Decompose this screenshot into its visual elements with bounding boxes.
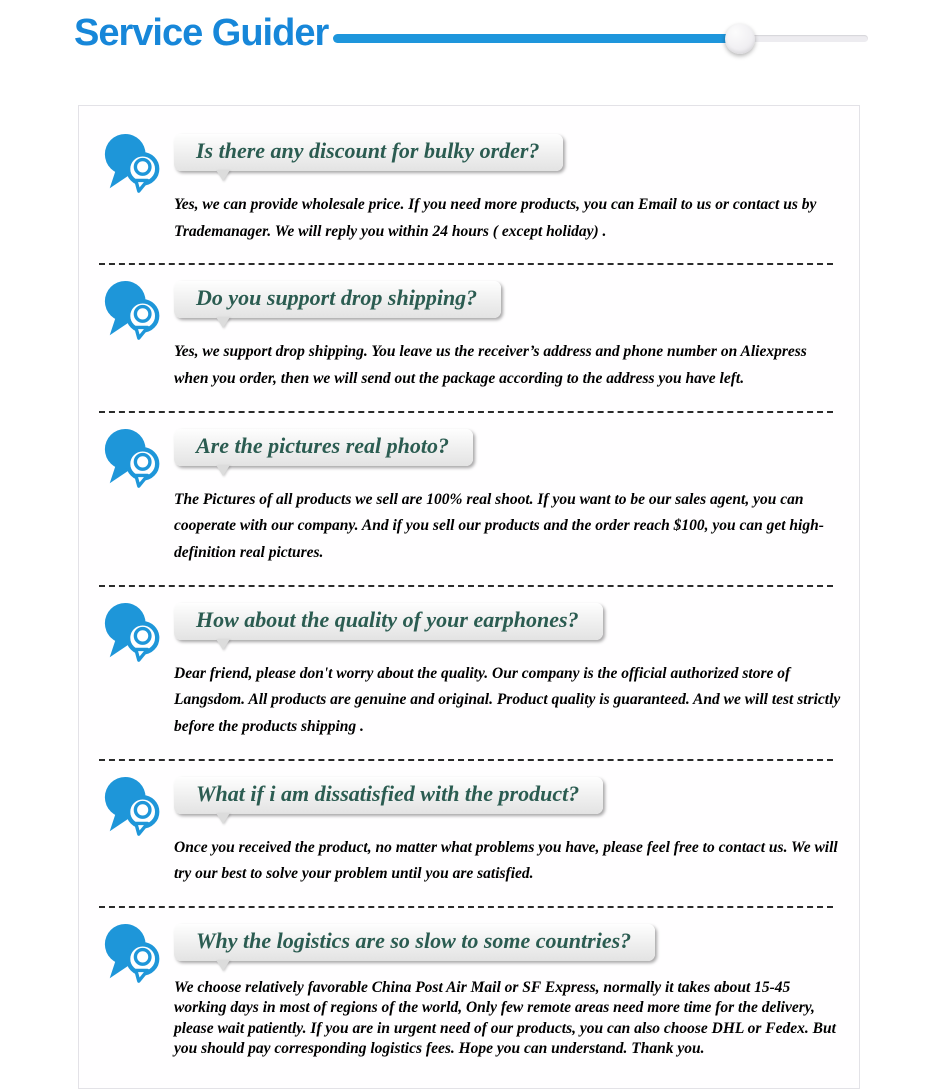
faq-answer-text: The Pictures of all products we sell are 100% real shoot. If you want to be our sales agent, you can cooperate with our company. And if you sell our products and the order reach $100, you can get high-definition real pictures. <box>174 490 824 561</box>
header-slider <box>333 24 868 54</box>
faq-answer-text: Once you received the product, no matter what problems you have, please feel free to contact us. We will try our best to solve your problem until you are satisfied. <box>174 838 838 883</box>
faq-question-bubble <box>174 429 473 466</box>
faq-question-row <box>174 429 843 473</box>
faq-answer-text: We choose relatively favorable China Post Air Mail or SF Express, normally it takes about 15-45 working days in most of regions of the world, Only few remote areas need more time for the delivery, please wait patiently. If you are in urgent need of our products, you can also choose DHL or Fedex. But you should pay corresponding logistics fees. Hope you can understand. Thank you. <box>174 978 836 1058</box>
dashed-divider <box>99 906 833 908</box>
faq-question-row <box>174 924 843 968</box>
bubble-tail-icon <box>216 170 230 181</box>
faq-question-bubble <box>174 603 603 640</box>
faq-question-text: Why the logistics are so slow to some countries? <box>196 927 632 953</box>
faq-item-dissatisfied <box>79 765 859 902</box>
bubble-tail-icon <box>216 465 230 476</box>
header <box>0 0 950 100</box>
chat-bubbles-icon <box>100 922 164 984</box>
faq-question-text: Do you support drop shipping? <box>196 285 478 311</box>
bubble-tail-icon <box>216 317 230 328</box>
bubble-tail-icon <box>216 960 230 971</box>
faq-question-text: Are the pictures real photo? <box>196 432 450 458</box>
faq-question-bubble <box>174 281 501 318</box>
faq-question-row <box>174 281 843 325</box>
chat-bubbles-icon <box>100 279 164 341</box>
faq-question-text: Is there any discount for bulky order? <box>196 138 540 163</box>
slider-track-filled[interactable] <box>333 34 740 43</box>
faq-item-quality <box>79 591 859 755</box>
faq-answer-text: Yes, we support drop shipping. You leave us the receiver’s address and phone number on Aliexpress when you order, then we will send out the package according to the address you have left. <box>174 343 807 387</box>
faq-question-bubble <box>174 134 563 171</box>
chat-bubbles-icon <box>100 427 164 489</box>
faq-item-drop-shipping <box>79 269 859 406</box>
bubble-tail-icon <box>216 639 230 650</box>
faq-question-text: What if i am dissatisfied with the product? <box>196 780 580 806</box>
chat-bubbles-icon <box>100 601 164 663</box>
faq-question-text: How about the quality of your earphones? <box>196 606 579 632</box>
faq-question-bubble <box>174 777 603 814</box>
dashed-divider <box>99 263 833 265</box>
faq-item-logistics <box>79 912 859 1074</box>
slider-knob[interactable] <box>725 24 755 54</box>
chat-bubbles-icon <box>100 775 164 837</box>
faq-panel <box>78 105 860 1089</box>
faq-answer-text: Dear friend, please don't worry about the quality. Our company is the official authorized store of Langsdom. All products are genuine and original. Product quality is guaranteed. And we will test strictly before the products shipping . <box>174 664 841 735</box>
chat-bubbles-icon <box>100 132 164 194</box>
page-title: Service Guider <box>74 12 329 54</box>
dashed-divider <box>99 585 833 587</box>
faq-answer-text: Yes, we can provide wholesale price. If you need more products, you can Email to us or contact us by Trademanager. We will reply you within 24 hours ( except holiday) . <box>174 196 817 240</box>
faq-question-bubble <box>174 924 655 961</box>
dashed-divider <box>99 411 833 413</box>
faq-question-row <box>174 134 843 178</box>
bubble-tail-icon <box>216 813 230 824</box>
faq-question-row <box>174 603 843 647</box>
faq-question-row <box>174 777 843 821</box>
dashed-divider <box>99 759 833 761</box>
faq-item-real-photo <box>79 417 859 581</box>
faq-item-discount <box>79 122 859 259</box>
